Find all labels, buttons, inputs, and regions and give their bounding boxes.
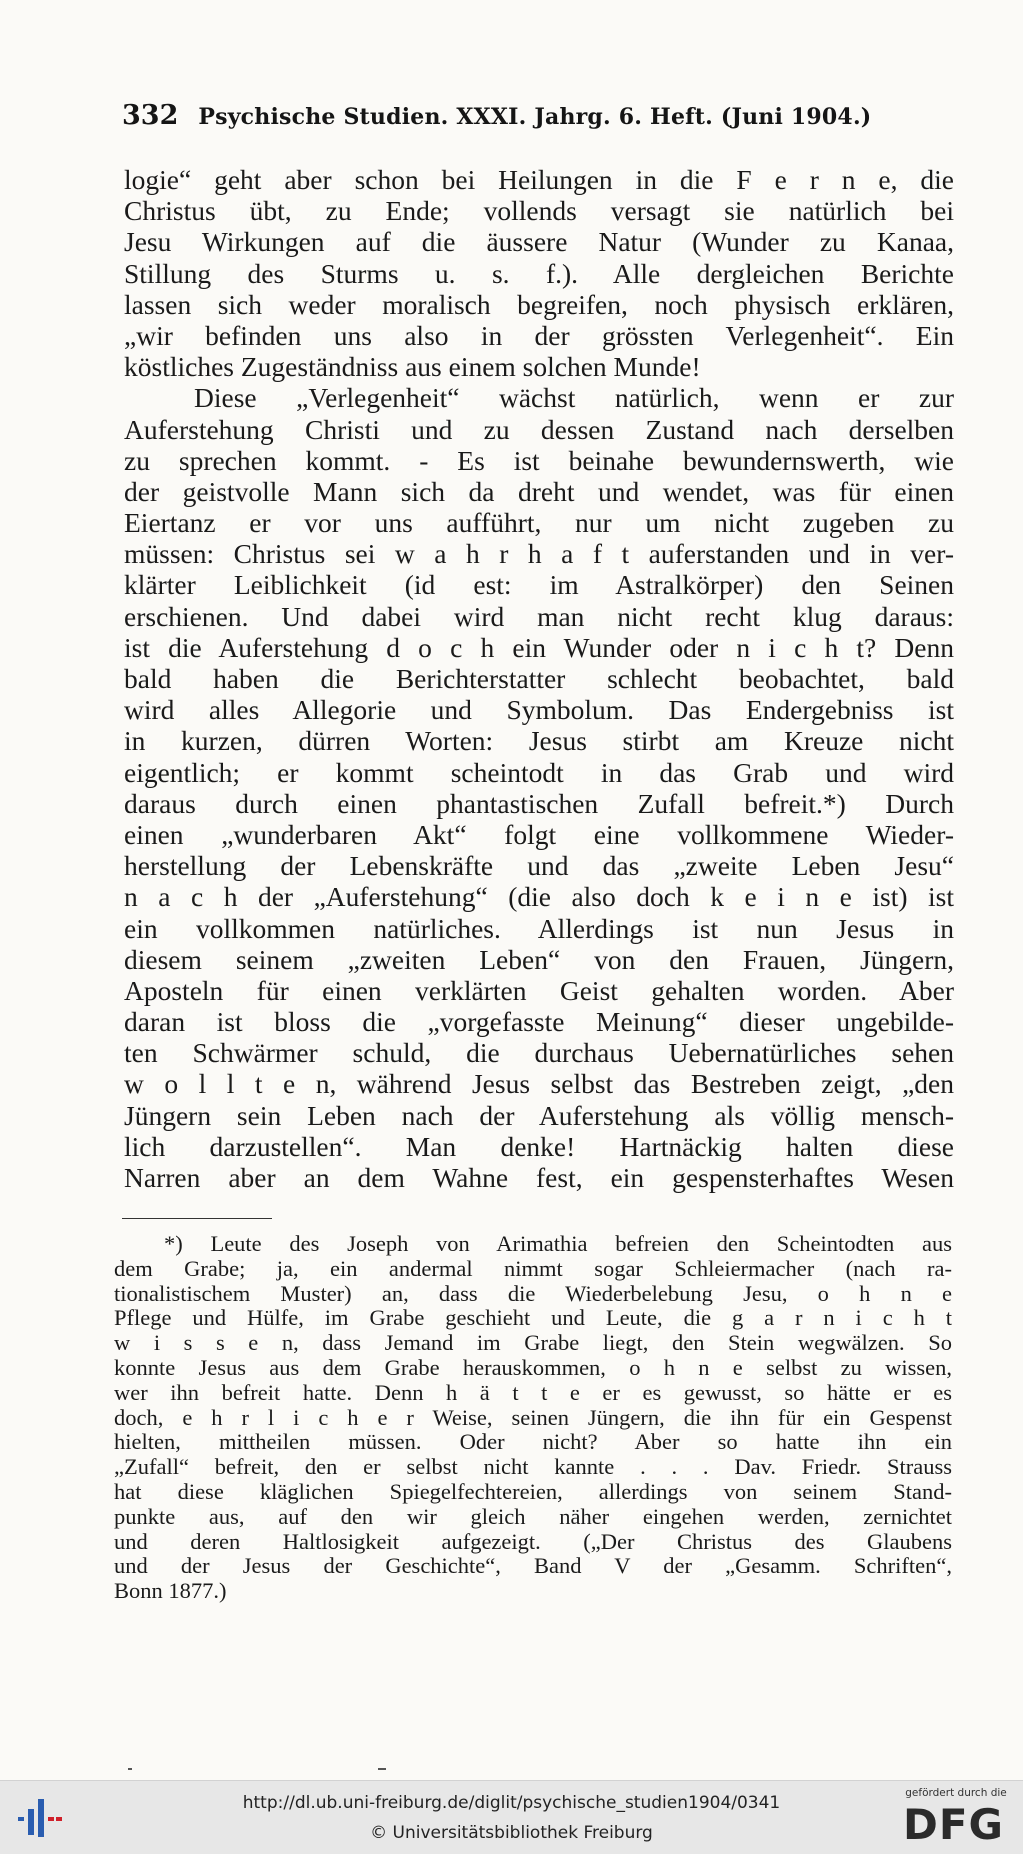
footnote-line: doch, e h r l i c h e r Weise, seinen Jüngern, die ihn für ein Gespenst [114,1405,952,1430]
text-line: w o l l t e n, während Jesus selbst das Bestreben zeigt, „den [124,1068,954,1100]
text-line: müssen: Christus sei w a h r h a f t auferstanden und in ver- [124,538,954,570]
text-line: Diese „Verlegenheit“ wächst natürlich, wenn er zur [194,382,954,414]
text-line: Jesu Wirkungen auf die äussere Natur (Wunder zu Kanaa, [124,226,954,258]
footnote-line: w i s s e n, dass Jemand im Grabe liegt, den Stein wegwälzen. So [114,1331,952,1356]
library-logo-icon[interactable] [16,1795,64,1841]
footnote-line: Pflege und Hülfe, im Grabe geschieht und Leute, die g a r n i c h t [114,1306,952,1331]
text-line: Jüngern sein Leben nach der Auferstehung als völlig mensch- [124,1099,954,1131]
text-line: Auferstehung Christi und zu dessen Zustand nach derselben [124,413,954,445]
footnote-line: hielten, mittheilen müssen. Oder nicht? Aber so hatte ihn ein [114,1430,952,1455]
scan-speck [378,1768,386,1770]
text-line: Aposteln für einen verklärten Geist gehalten worden. Aber [124,974,954,1006]
text-line: lassen sich weder moralisch begreifen, noch physisch erklären, [124,288,954,320]
text-line: diesem seinem „zweiten Leben“ von den Frauen, Jüngern, [124,943,954,975]
running-title: Psychische Studien. XXXI. Jahrg. 6. Heft. (Juni 1904.) [198,104,872,130]
text-line: klärter Leiblichkeit (id est: im Astralkörper) den Seinen [124,569,954,601]
text-line: einen „wunderbaren Akt“ folgt eine vollkommene Wieder- [124,818,954,850]
footnote-line: tionalistischem Muster) an, dass die Wiederbelebung Jesu, o h n e [114,1281,952,1306]
text-line: daraus durch einen phantastischen Zufall befreit.*) Durch [124,787,954,819]
footnote-line: punkte aus, auf den wir gleich näher eingehen werden, zernichtet [114,1504,952,1529]
footnote-line: Bonn 1877.) [114,1579,227,1604]
footnote-line: und der Jesus der Geschichte“, Band V der „Gesamm. Schriften“, [114,1554,952,1579]
text-line: eigentlich; er kommt scheintodt in das Grab und wird [124,756,954,788]
footnote-line: und deren Haltlosigkeit aufgezeigt. („Der Christus des Glaubens [114,1529,952,1554]
text-line: logie“ geht aber schon bei Heilungen in die F e r n e, die [124,164,954,195]
page-number: 332 [122,100,179,131]
text-line: ein vollkommen natürliches. Allerdings ist nun Jesus in [124,912,954,944]
text-line: Stillung des Sturms u. s. f.). Alle dergleichen Berichte [124,257,954,289]
footnote-rule [122,1218,272,1219]
footnote-line: konnte Jesus aus dem Grabe herauskommen, o h n e selbst zu wissen, [114,1355,952,1380]
text-line: wird alles Allegorie und Symbolum. Das Endergebniss ist [124,694,954,726]
text-line: Christus übt, zu Ende; vollends versagt sie natürlich bei [124,195,954,227]
text-line: „wir befinden uns also in der grössten Verlegenheit“. Ein [124,319,954,351]
copyright-notice: © Universitätsbibliothek Freiburg [370,1823,653,1843]
dfg-wordmark: DFG [903,1800,1005,1849]
text-line: köstliches Zugeständniss aus einem solchen Munde! [124,351,701,383]
dfg-caption: gefördert durch die [905,1787,1007,1799]
text-line: bald haben die Berichterstatter schlecht beobachtet, bald [124,663,954,694]
text-line: der geistvolle Mann sich da dreht und wendet, was für einen [124,475,954,507]
footnote-line: hat diese kläglichen Spiegelfechtereien, allerdings von seinem Stand- [114,1479,952,1504]
footnote-line: „Zufall“ befreit, den er selbst nicht kannte . . . Dav. Friedr. Strauss [114,1455,952,1480]
text-line: n a c h der „Auferstehung“ (die also doch k e i n e ist) ist [124,881,954,913]
footnote-line: dem Grabe; ja, ein andermal nimmt sogar Schleiermacher (nach ra- [114,1256,952,1281]
text-line: zu sprechen kommt. - Es ist beinahe bewundernswerth, wie [124,444,954,476]
text-line: ten Schwärmer schuld, die durchaus Uebernatürliches sehen [124,1037,954,1069]
running-header [122,100,902,140]
text-line: in kurzen, dürren Worten: Jesus stirbt am Kreuze nicht [124,725,954,757]
main-text [124,164,954,1193]
viewer-footer [0,1780,1023,1854]
scan-speck [128,1768,132,1770]
dfg-logo[interactable] [895,1785,1017,1851]
text-line: ist die Auferstehung d o c h ein Wunder oder n i c h t? Denn [124,631,954,663]
text-line: Eiertanz er vor uns aufführt, nur um nicht zugeben zu [124,507,954,539]
scan-specks [128,1768,398,1772]
footnote-line: wer ihn befreit hatte. Denn h ä t t e er es gewusst, so hätte er es [114,1380,952,1405]
text-line: Narren aber an dem Wahne fest, ein gespensterhaftes Wesen [124,1162,954,1193]
source-url-link[interactable]: http://dl.ub.uni-freiburg.de/diglit/psychische_studien1904/0341 [242,1793,781,1813]
text-line: daran ist bloss die „vorgefasste Meinung“ dieser ungebilde- [124,1006,954,1038]
footnote-line: *) Leute des Joseph von Arimathia befreien den Scheintodten aus [164,1232,952,1256]
text-line: herstellung der Lebenskräfte und das „zweite Leben Jesu“ [124,850,954,882]
text-line: lich darzustellen“. Man denke! Hartnäckig halten diese [124,1130,954,1162]
text-line: erschienen. Und dabei wird man nicht recht klug daraus: [124,600,954,632]
footnote [114,1232,952,1604]
